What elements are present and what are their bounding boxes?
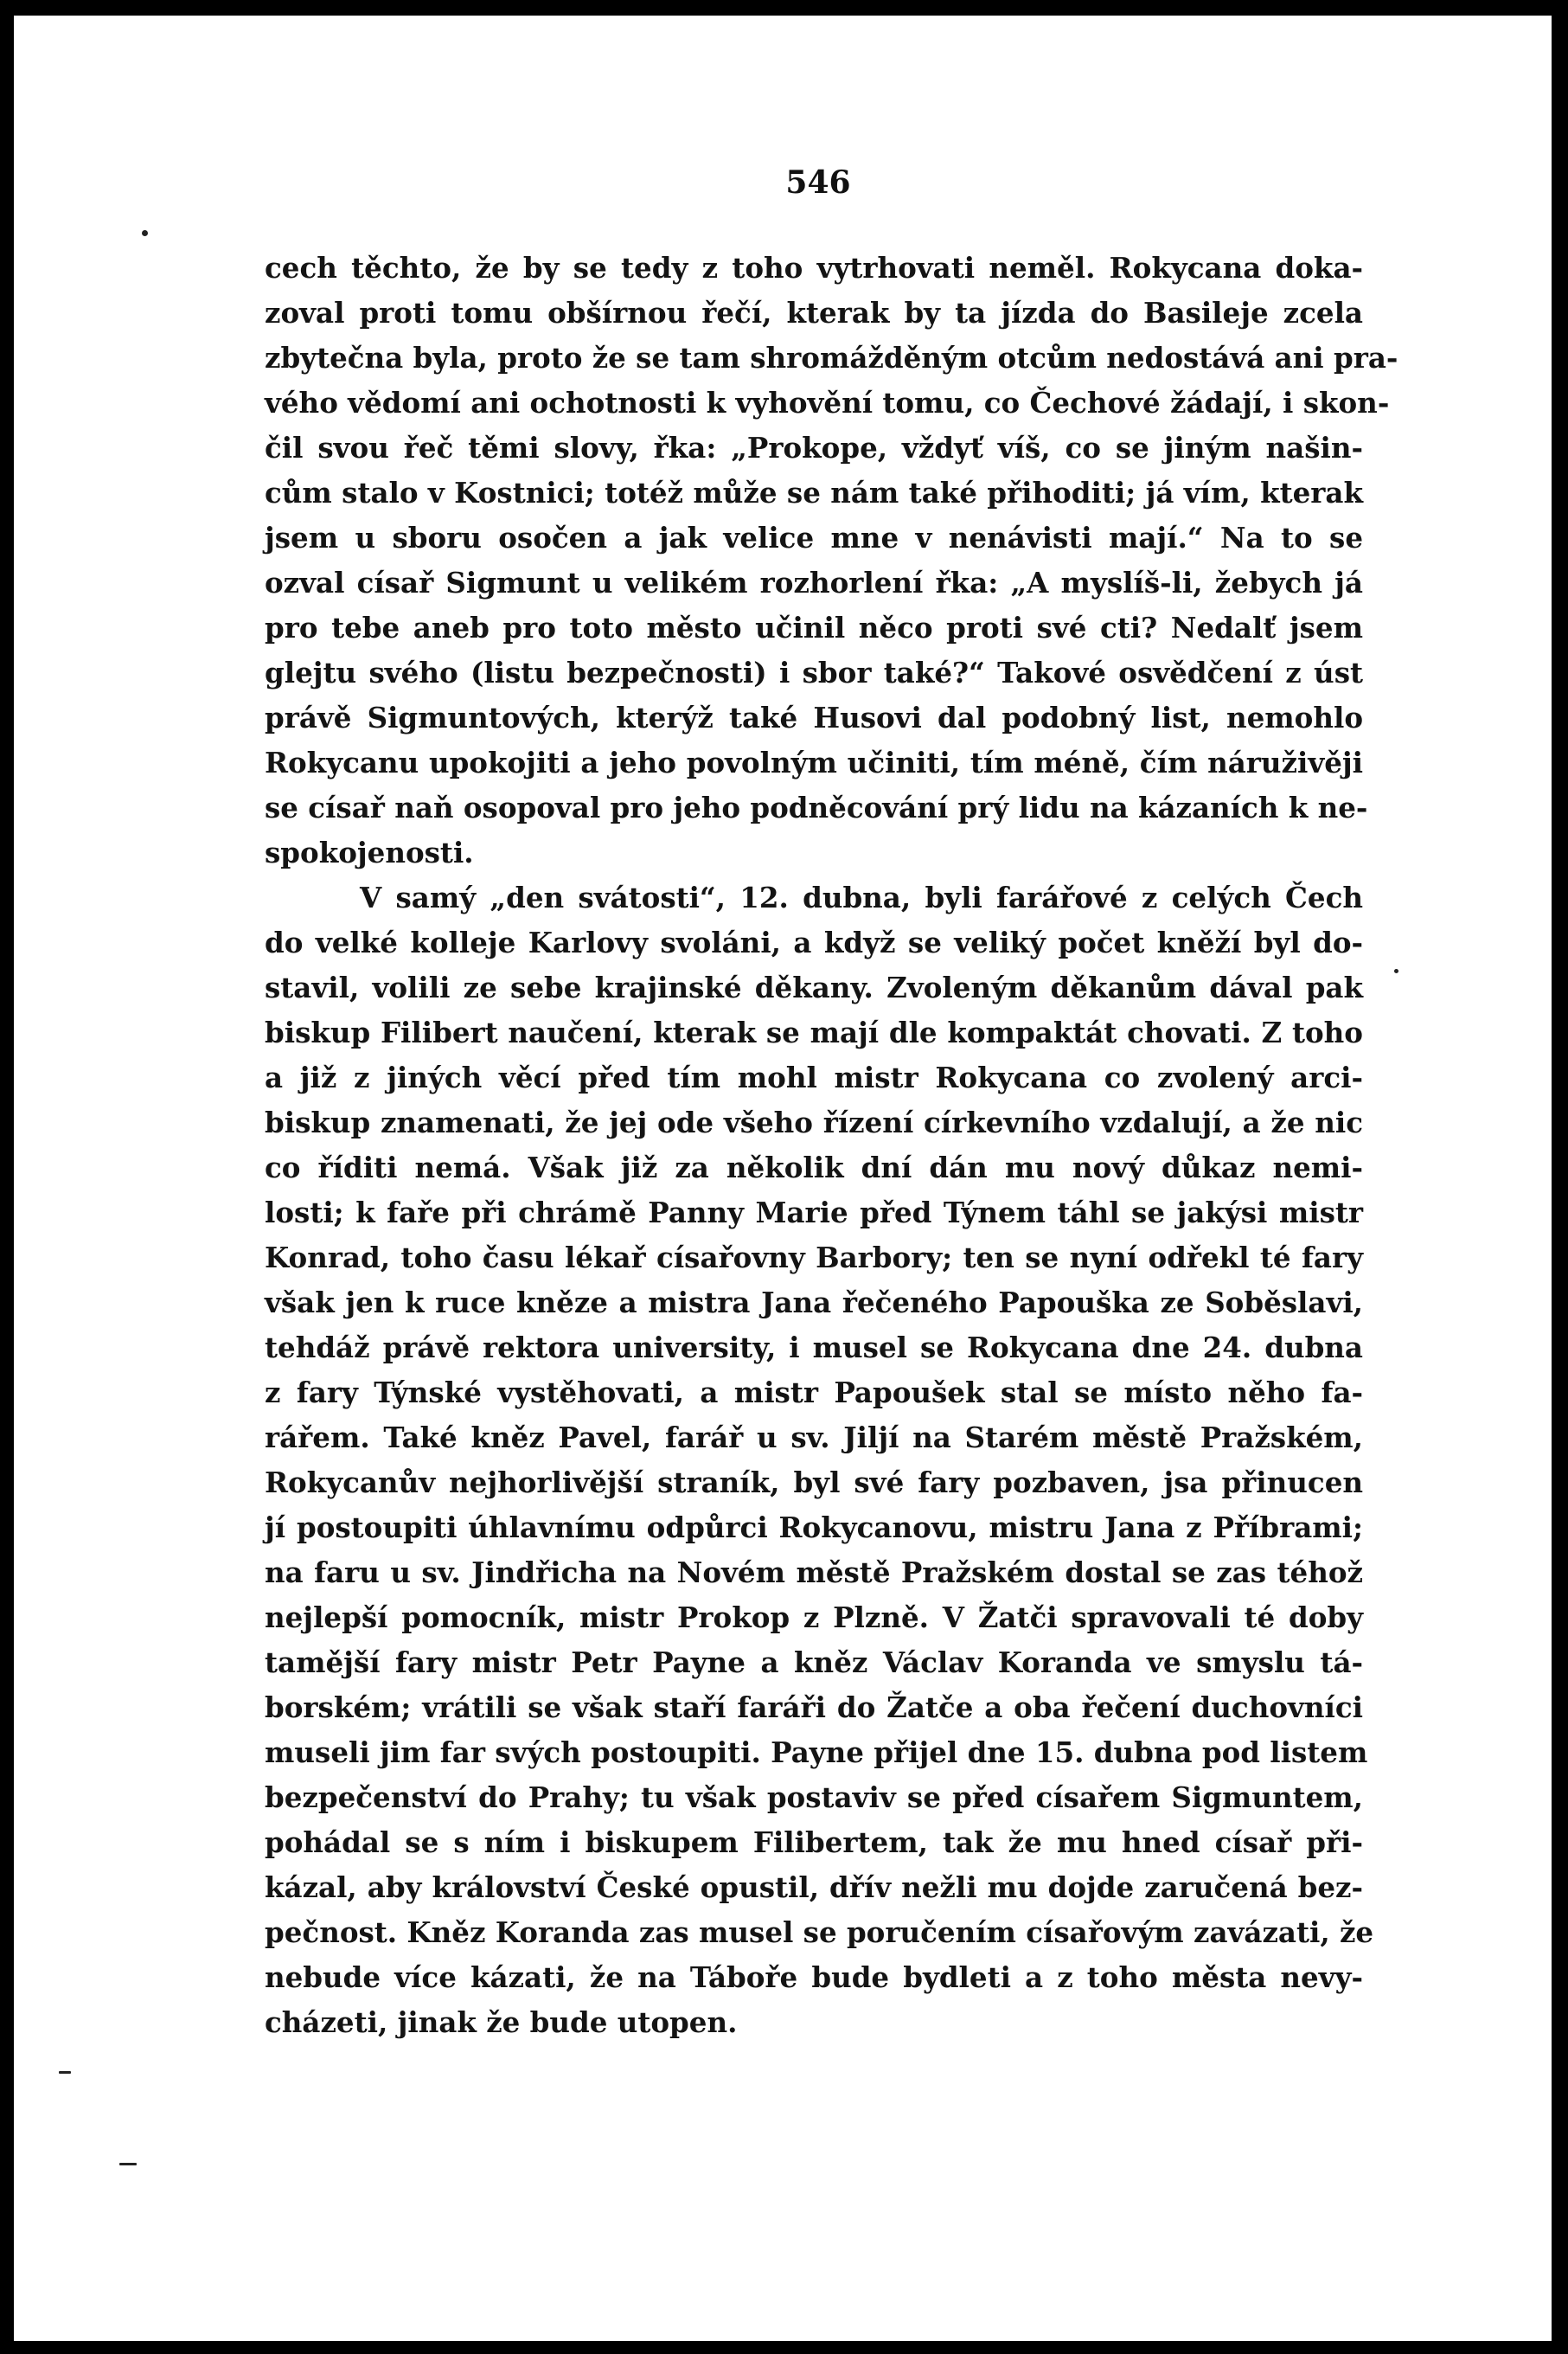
text-line: bezpečenství do Prahy; tu však postaviv se před císařem Sigmuntem, [265, 1780, 1363, 1814]
text-line: tamější fary mistr Petr Payne a kněz Václav Koranda ve smyslu tá- [265, 1645, 1363, 1679]
text-line: pečnost. Kněz Koranda zas musel se poručením císařovým zavázati, že [265, 1915, 1374, 1949]
text-line: ozval císař Sigmunt u velikém rozhorlení řka: „A myslíš-li, žebych já [265, 566, 1363, 600]
text-line: V samý „den svátosti“, 12. dubna, byli farářové z celých Čech [360, 881, 1363, 914]
text-line: jsem u sboru osočen a jak velice mne v nenávisti mají.“ Na to se [265, 521, 1363, 555]
text-line: na faru u sv. Jindřicha na Novém městě Pražském dostal se zas téhož [265, 1555, 1363, 1589]
text-line: borském; vrátili se však staří faráři do Žatče a oba řečení duchovníci [265, 1690, 1363, 1724]
text-line: tehdáž právě rektora university, i musel se Rokycana dne 24. dubna [265, 1331, 1363, 1364]
text-line: pro tebe aneb pro toto město učinil něco proti své cti? Nedalť jsem [265, 611, 1363, 645]
text-line: Rokycanův nejhorlivější straník, byl své fary pozbaven, jsa přinucen [265, 1466, 1363, 1499]
text-line: čil svou řeč těmi slovy, řka: „Prokope, vždyť víš, co se jiným našin- [265, 431, 1363, 465]
text-line: losti; k faře při chrámě Panny Marie před Týnem táhl se jakýsi mistr [265, 1196, 1363, 1229]
text-line: právě Sigmuntových, kterýž také Husovi dal podobný list, nemohlo [265, 701, 1363, 734]
scan-speck [59, 2071, 71, 2074]
scan-speck [142, 230, 148, 236]
text-line: spokojenosti. [265, 836, 474, 869]
text-line: nejlepší pomocník, mistr Prokop z Plzně. V Žatči spravovali té doby [265, 1600, 1363, 1634]
text-line: jí postoupiti úhlavnímu odpůrci Rokycanovu, mistru Jana z Příbrami; [265, 1511, 1363, 1544]
scan-speck [119, 2163, 137, 2165]
text-line: cům stalo v Kostnici; totéž může se nám také přihoditi; já vím, kterak [265, 476, 1363, 510]
scan-edge [14, 12, 1552, 16]
text-line: Rokycanu upokojiti a jeho povolným učiniti, tím méně, čím náruživěji [265, 746, 1363, 779]
scanned-page [14, 12, 1552, 2341]
text-line: zbytečna byla, proto že se tam shromážděným otcům nedostává ani pra- [265, 341, 1398, 375]
text-line: cházeti, jinak že bude utopen. [265, 2005, 738, 2039]
text-line: z fary Týnské vystěhovati, a mistr Papoušek stal se místo něho fa- [265, 1376, 1363, 1409]
text-line: a již z jiných věcí před tím mohl mistr Rokycana co zvolený arci- [265, 1061, 1363, 1094]
text-line: pohádal se s ním i biskupem Filibertem, tak že mu hned císař při- [265, 1825, 1363, 1859]
text-line: co říditi nemá. Však již za několik dní dán mu nový důkaz nemi- [265, 1151, 1363, 1184]
text-line: cech těchto, že by se tedy z toho vytrhovati neměl. Rokycana doka- [265, 251, 1363, 285]
text-line: nebude více kázati, že na Táboře bude bydleti a z toho města nevy- [265, 1960, 1363, 1994]
scan-speck [1394, 969, 1398, 973]
text-line: biskup Filibert naučení, kterak se mají dle kompaktát chovati. Z toho [265, 1016, 1363, 1049]
text-line: museli jim far svých postoupiti. Payne přijel dne 15. dubna pod listem [265, 1735, 1368, 1769]
text-line: kázal, aby království České opustil, dřív nežli mu dojde zaručená bez- [265, 1870, 1363, 1904]
text-line: však jen k ruce kněze a mistra Jana řečeného Papouška ze Soběslavi, [265, 1286, 1363, 1319]
text-line: zoval proti tomu obšírnou řečí, kterak by ta jízda do Basileje zcela [265, 296, 1363, 330]
text-line: se císař naň osopoval pro jeho podněcování prý lidu na kázaních k ne- [265, 791, 1368, 824]
text-line: Konrad, toho času lékař císařovny Barbory; ten se nyní odřekl té fary [265, 1241, 1363, 1274]
text-line: stavil, volili ze sebe krajinské děkany. Zvoleným děkanům dával pak [265, 971, 1363, 1004]
page-number: 546 [785, 164, 851, 201]
text-line: vého vědomí ani ochotnosti k vyhovění tomu, co Čechové žádají, i skon- [265, 386, 1390, 420]
text-line: biskup znamenati, že jej ode všeho řízení církevního vzdalují, a že nic [265, 1106, 1363, 1139]
text-line: do velké kolleje Karlovy svoláni, a když se veliký počet kněží byl do- [265, 926, 1363, 959]
text-line: rářem. Také kněz Pavel, farář u sv. Jiljí na Starém městě Pražském, [265, 1421, 1363, 1454]
text-line: glejtu svého (listu bezpečnosti) i sbor také?“ Takové osvědčení z úst [265, 656, 1363, 690]
body-text [265, 246, 1398, 2045]
